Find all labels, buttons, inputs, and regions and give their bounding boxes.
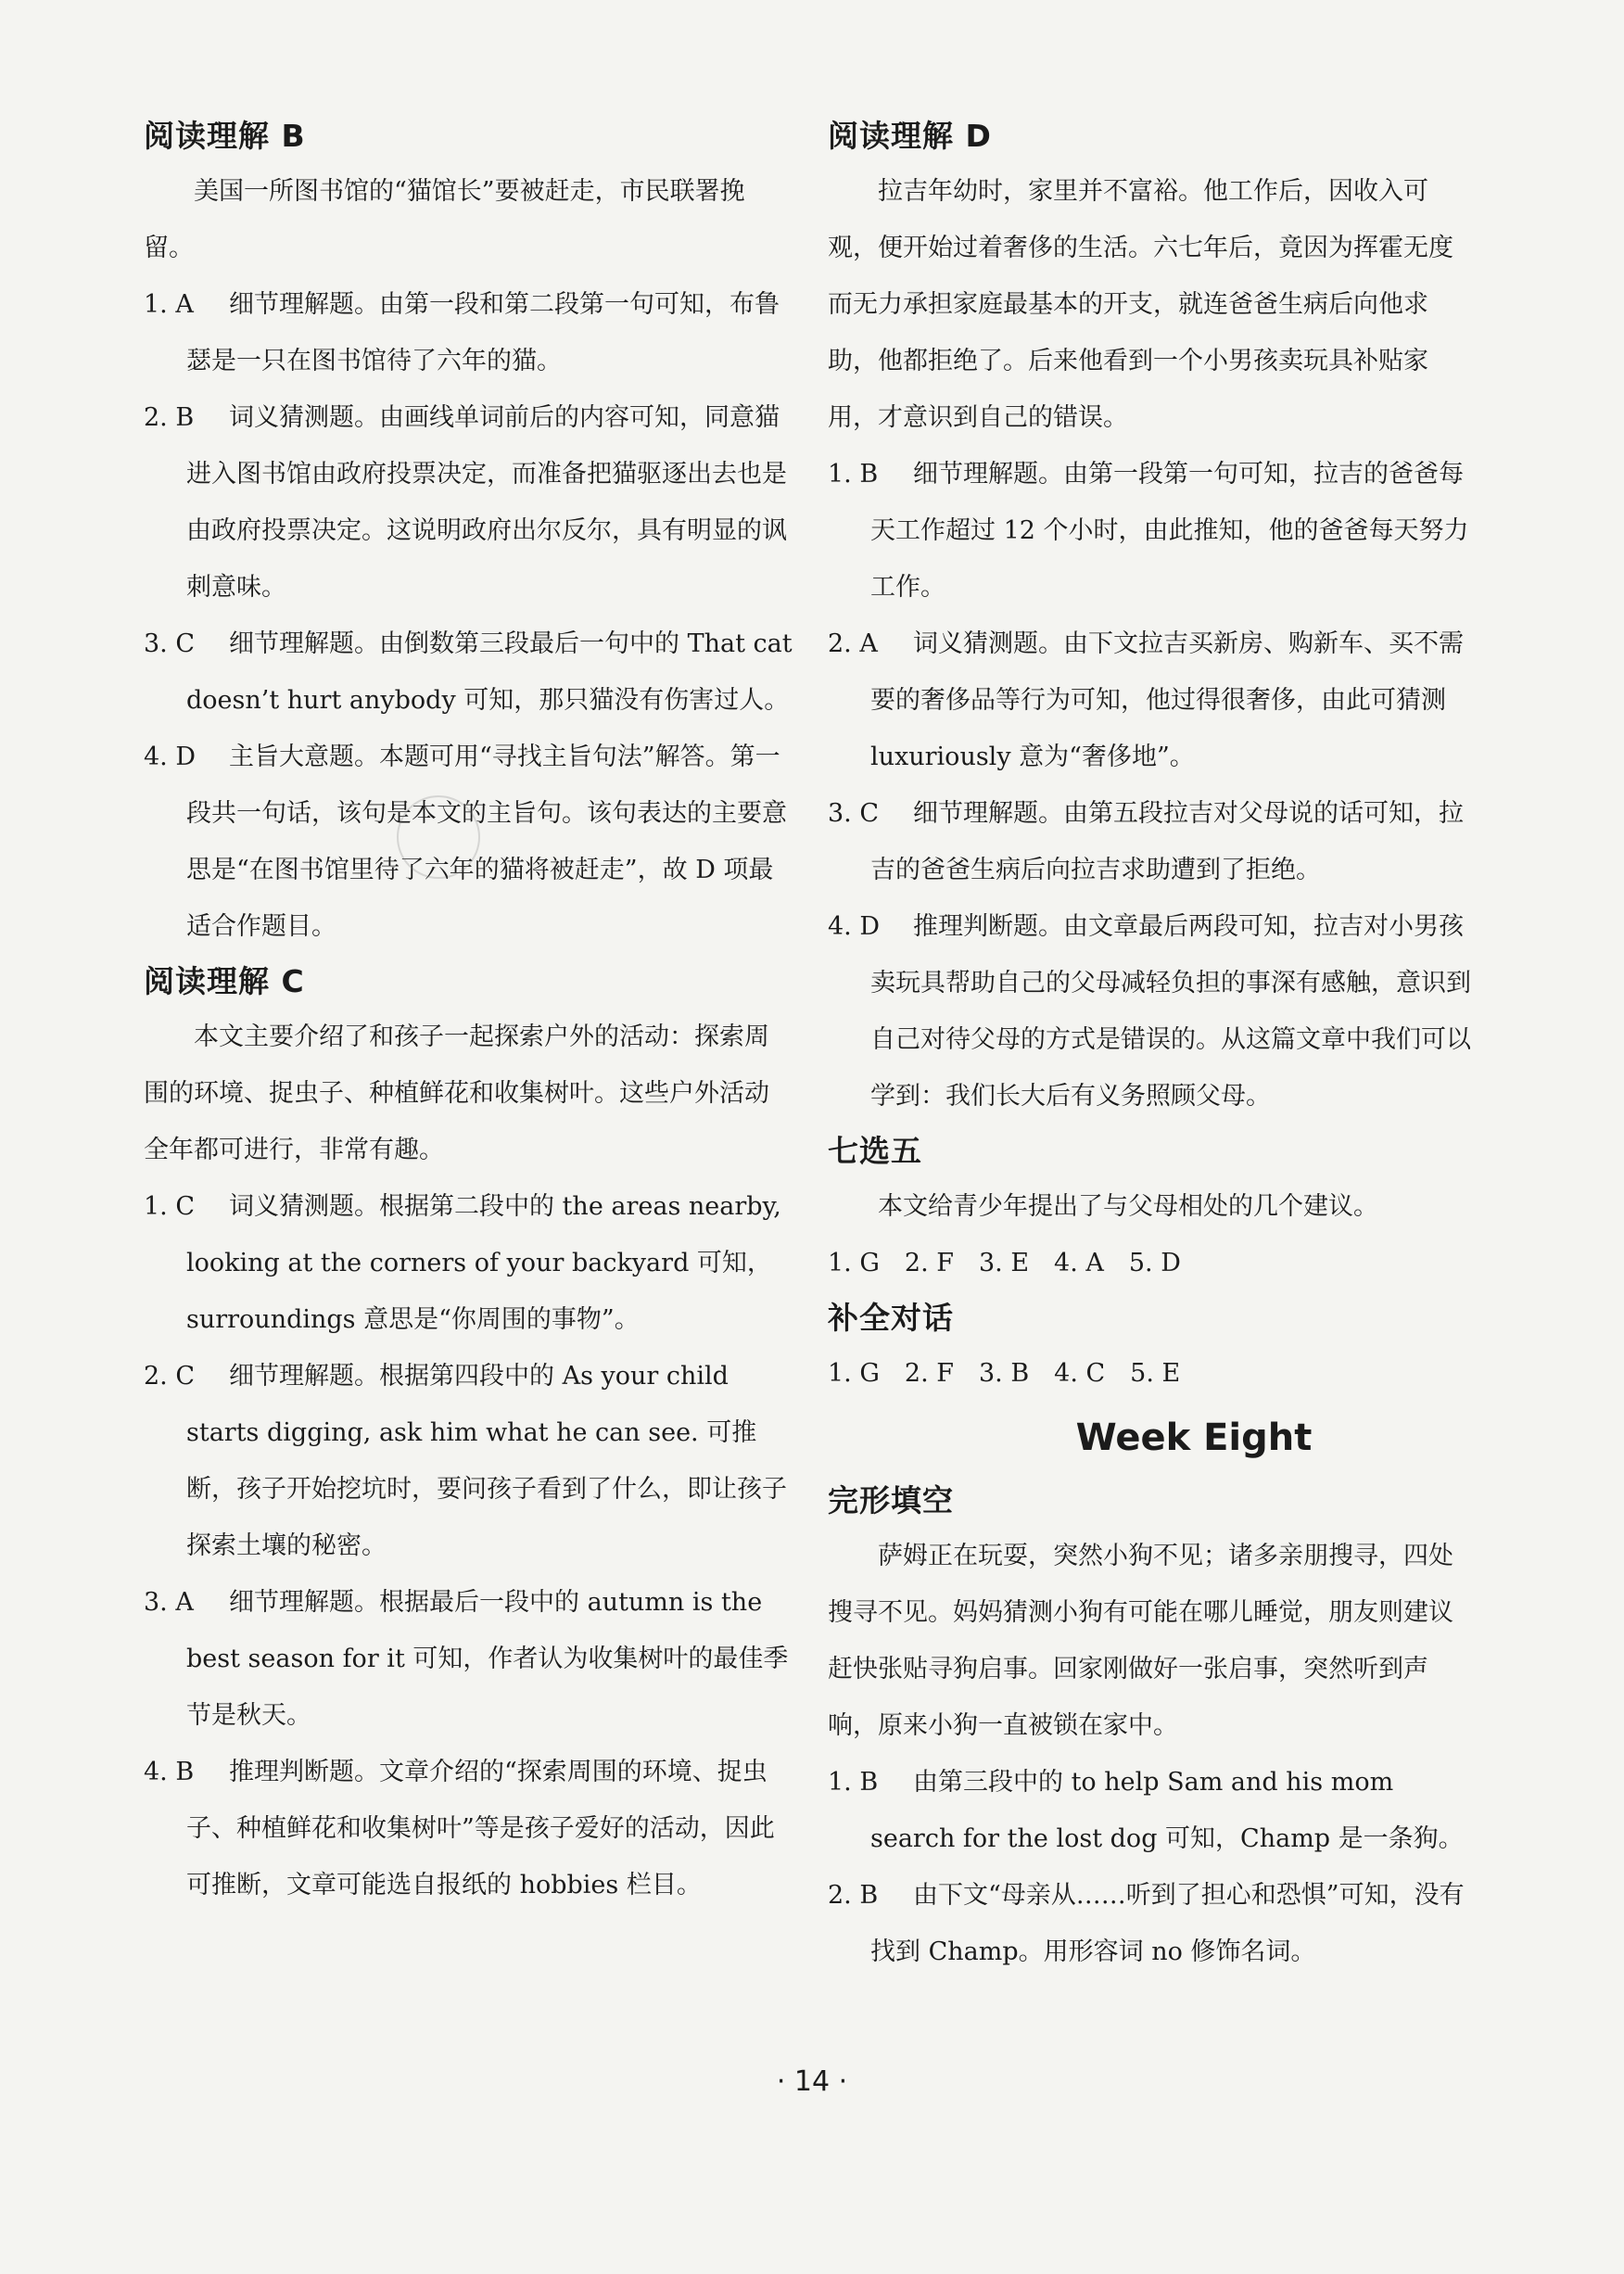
reading-b-item-2: [144, 389, 793, 616]
reading-d-item-2: [828, 616, 1477, 785]
reading-d-summary: 拉吉年幼时，家里并不富裕。他工作后，因收入可观，便开始过着奢侈的生活。六七年后，竟因为挥霍无度而无力承担家庭最基本的开支，就连爸爸生病后向他求助，他都拒绝了。后来他看到一个小男孩卖玩具补贴家用，才意识到自己的错误。: [828, 177, 1453, 432]
answer-explanation: 词义猜测题。由画线单词前后的内容可知，同意猫进入图书馆由政府投票决定，而准备把猫驱逐出去也是由政府投票决定。这说明政府出尔反尔，具有明显的讽刺意味。: [186, 403, 787, 602]
seven-choose-five-answers: 1. G 2. F 3. E 4. A 5. D: [828, 1249, 1181, 1277]
dialogue-answers: 1. G 2. F 3. B 4. C 5. E: [828, 1359, 1181, 1388]
section-heading-reading-b: 阅读理解 B: [144, 118, 306, 154]
answer-explanation: 细节理解题。根据第四段中的 As your child starts digging, ask him what he can see. 可推断，孩子开始挖坑时，要问孩子看到了什么，即让孩子探索土壤的秘密。: [186, 1362, 787, 1560]
section-heading-reading-c: 阅读理解 C: [144, 963, 305, 999]
answer-number: 3. C: [828, 799, 880, 828]
answer-explanation: 由第三段中的 to help Sam and his mom search for the lost dog 可知，Champ 是一条狗。: [870, 1768, 1464, 1853]
answer-number: 1. C: [144, 1192, 196, 1221]
answer-number: 4. D: [828, 912, 880, 941]
left-column: [144, 109, 793, 1913]
answer-number: 4. B: [144, 1758, 195, 1786]
answer-number: 1. B: [828, 460, 879, 489]
cloze-item-2: [828, 1867, 1477, 1980]
answer-number: 2. B: [144, 403, 195, 432]
right-column: [828, 109, 1477, 1980]
answer-explanation: 词义猜测题。根据第二段中的 the areas nearby, looking at the corners of your backyard 可知，surroundings 意思是“你周围的事物”。: [186, 1192, 781, 1334]
answer-explanation: 细节理解题。由倒数第三段最后一句中的 That cat doesn’t hurt anybody 可知，那只猫没有伤害过人。: [186, 629, 793, 715]
answer-number: 4. D: [144, 743, 196, 771]
answer-explanation: 推理判断题。由文章最后两段可知，拉吉对小男孩卖玩具帮助自己的父母减轻负担的事深有感触，意识到自己对待父母的方式是错误的。从这篇文章中我们可以学到：我们长大后有义务照顾父母。: [870, 912, 1471, 1111]
reading-c-item-3: [144, 1574, 793, 1744]
section-heading-seven-choose-five: 七选五: [828, 1133, 922, 1169]
answer-number: 1. A: [144, 290, 194, 319]
answer-number: 2. C: [144, 1362, 196, 1391]
answer-number: 1. B: [828, 1768, 879, 1797]
reading-d-item-3: [828, 785, 1477, 898]
seven-choose-five-summary: 本文给青少年提出了与父母相处的几个建议。: [878, 1192, 1378, 1221]
answer-explanation: 推理判断题。文章介绍的“探索周围的环境、捉虫子、种植鲜花和收集树叶”等是孩子爱好的活动，因此可推断，文章可能选自报纸的 hobbies 栏目。: [186, 1758, 775, 1899]
reading-d-item-1: [828, 446, 1477, 616]
reading-b-item-3: [144, 616, 793, 729]
reading-c-summary: 本文主要介绍了和孩子一起探索户外的活动：探索周围的环境、捉虫子、种植鲜花和收集树叶。这些户外活动全年都可进行，非常有趣。: [144, 1023, 769, 1164]
cloze-summary: 萨姆正在玩耍，突然小狗不见；诸多亲朋搜寻，四处搜寻不见。妈妈猜测小狗有可能在哪儿睡觉，朋友则建议赶快张贴寻狗启事。回家刚做好一张启事，突然听到声响，原来小狗一直被锁在家中。: [828, 1542, 1453, 1740]
answer-number: 2. A: [828, 629, 878, 658]
section-heading-cloze: 完形填空: [828, 1482, 954, 1518]
reading-d-item-4: [828, 898, 1477, 1124]
reading-b-item-1: [144, 276, 793, 389]
answer-explanation: 词义猜测题。由下文拉吉买新房、购新车、买不需要的奢侈品等行为可知，他过得很奢侈，由此可猜测 luxuriously 意为“奢侈地”。: [870, 629, 1464, 771]
section-heading-dialogue: 补全对话: [828, 1300, 954, 1336]
reading-b-summary: 美国一所图书馆的“猫馆长”要被赶走，市民联署挽留。: [144, 177, 745, 262]
answer-explanation: 细节理解题。根据最后一段中的 autumn is the best season for it 可知，作者认为收集树叶的最佳季节是秋天。: [186, 1588, 789, 1730]
answer-explanation: 主旨大意题。本题可用“寻找主旨句法”解答。第一段共一句话，该句是本文的主旨句。该句表达的主要意思是“在图书馆里待了六年的猫将被赶走”，故 D 项最适合作题目。: [186, 743, 787, 941]
answer-explanation: 细节理解题。由第五段拉吉对父母说的话可知，拉吉的爸爸生病后向拉吉求助遭到了拒绝。: [870, 799, 1464, 884]
reading-c-item-1: [144, 1178, 793, 1348]
week-title: Week Eight: [1075, 1416, 1313, 1459]
stamp-seal-icon: [397, 795, 480, 879]
answer-number: 2. B: [828, 1881, 879, 1910]
cloze-item-1: [828, 1754, 1477, 1867]
reading-c-item-4: [144, 1744, 793, 1913]
reading-c-item-2: [144, 1348, 793, 1574]
answer-explanation: 细节理解题。由第一段第一句可知，拉吉的爸爸每天工作超过 12 个小时，由此推知，他的爸爸每天努力工作。: [870, 460, 1469, 602]
answer-number: 3. C: [144, 629, 196, 658]
page-number: · 14 ·: [776, 2065, 848, 2098]
section-heading-reading-d: 阅读理解 D: [828, 118, 992, 154]
answer-explanation: 由下文“母亲从……听到了担心和恐惧”可知，没有找到 Champ。用形容词 no 修饰名词。: [870, 1881, 1465, 1966]
answer-number: 3. A: [144, 1588, 194, 1617]
answer-explanation: 细节理解题。由第一段和第二段第一句可知，布鲁瑟是一只在图书馆待了六年的猫。: [186, 290, 780, 375]
